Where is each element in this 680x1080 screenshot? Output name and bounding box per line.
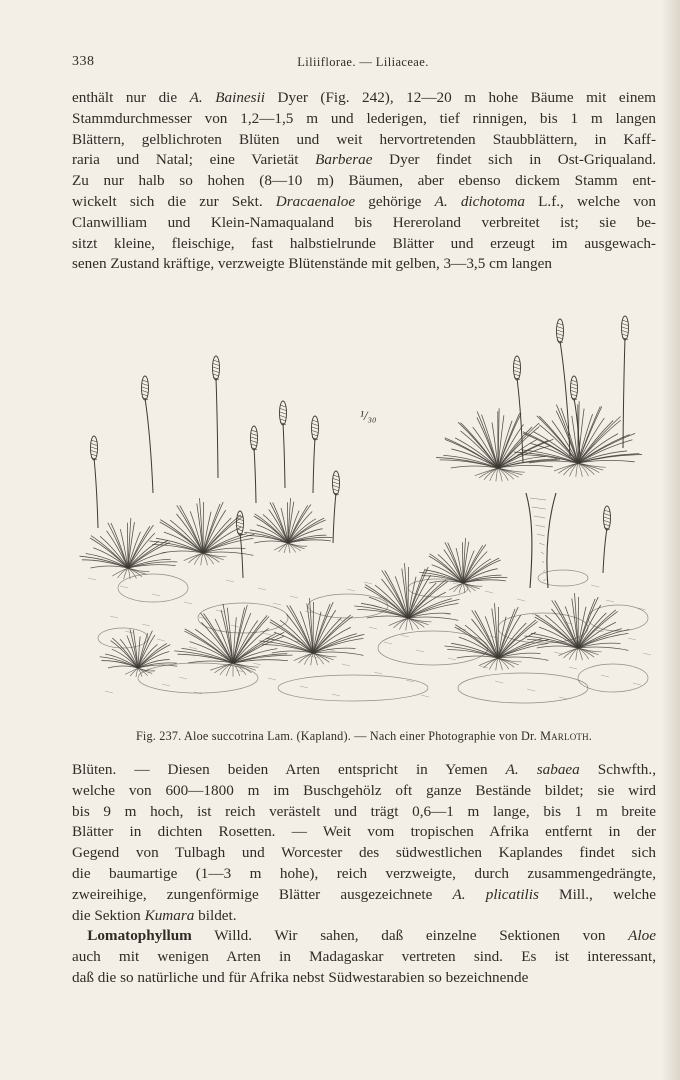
ground-hatch: [300, 686, 308, 688]
raceme-bud: [213, 364, 219, 366]
para-bottom-line: Lomatophyllum Willd. Wir sahen, daß einzelne Sektionen von Aloe: [87, 927, 656, 945]
page-header: [72, 54, 654, 74]
para-bottom-line: welche von 600—1800 m im Buschgehölz oft ganze Bestände bildet; sie wird: [72, 781, 656, 799]
aloe-leaf: [552, 421, 578, 463]
raceme-bud: [514, 364, 520, 366]
raceme-bud: [557, 334, 563, 336]
aloe-leaf: [270, 620, 313, 653]
flower-stalk: [603, 528, 607, 573]
para-bottom-line: die Sektion Kumara bildet.: [72, 906, 237, 924]
para-bottom-line: die baumartige (1—3 m hohe), reich verzweigte, durch zusammengedrängte,: [72, 864, 656, 882]
caption-author: Marloth.: [540, 729, 593, 743]
flower-stalk: [254, 448, 256, 503]
raceme-bud: [514, 374, 520, 376]
para-bottom-line: bis 9 m hoch, ist reich verästelt und trägt 0,6—1 m lange, bis 1 m breite: [72, 802, 656, 820]
raceme-bud: [280, 405, 286, 407]
aloe-leaf: [473, 427, 498, 468]
italic-taxon: Kumara: [144, 906, 195, 924]
ground-hatch: [401, 635, 409, 637]
ground-hatch: [263, 633, 271, 635]
caption-source: — Nach einer Photographie von Dr.: [350, 729, 541, 743]
raceme-bud: [312, 424, 318, 426]
italic-taxon: Dracaenaloe: [275, 192, 356, 210]
ground-hatch: [628, 638, 636, 640]
figure-caption: [72, 729, 656, 744]
rock-outline: [538, 570, 588, 586]
ground-hatch: [448, 658, 456, 660]
page-number: 338: [72, 54, 95, 69]
ground-hatch: [342, 664, 350, 666]
ground-hatch: [162, 684, 170, 686]
raceme-bud: [251, 437, 257, 439]
ground-hatch: [374, 672, 382, 674]
italic-taxon: Barberae: [315, 151, 373, 169]
ground-hatch: [105, 691, 113, 693]
raceme-bud: [333, 479, 339, 481]
rock-outline: [278, 675, 428, 701]
ground-hatch: [157, 639, 165, 641]
rock-outline: [458, 673, 588, 703]
trunk-hatch: [543, 579, 546, 581]
ground-hatch: [569, 667, 577, 669]
raceme-bud: [571, 384, 577, 386]
raceme-bud: [280, 416, 286, 418]
italic-taxon: A. sabaea: [505, 761, 580, 778]
para-top-line: sitzt kleine, fleischige, fast halbstielrunde Blätter und erzeugt im ausgewach-: [72, 234, 656, 252]
raceme-bud: [142, 391, 148, 393]
para-top-line: enthält nur die A. Bainesii Dyer (Fig. 242), 12—20 m hohe Bäume mit einem: [72, 89, 656, 106]
raceme-bud: [514, 371, 520, 373]
raceme-bud: [237, 522, 243, 524]
trunk-hatch: [541, 552, 544, 554]
raceme-bud: [91, 451, 97, 453]
aloe-leaf-lower: [559, 648, 578, 656]
ground-hatch: [253, 663, 261, 665]
para-top-line: raria und Natal; eine Varietät Barberae Dyer findet sich in Ost-Griqualand.: [72, 151, 657, 169]
flower-stalk: [333, 493, 336, 543]
ground-hatch: [559, 697, 567, 699]
aloe-leaf-lower: [184, 553, 203, 561]
ground-hatch: [152, 594, 160, 596]
ground-hatch: [384, 642, 392, 644]
raceme-bud: [604, 521, 610, 523]
raceme-bud: [251, 444, 257, 446]
ground-hatch: [216, 610, 224, 612]
raceme-bud: [604, 510, 610, 512]
ground-hatch: [120, 586, 128, 588]
ground-hatch: [290, 596, 298, 598]
flower-stalk: [283, 423, 285, 488]
ground-hatch: [110, 616, 118, 618]
raceme-bud: [312, 427, 318, 429]
raceme-bud: [312, 434, 318, 436]
figure-scale-mark: ¹/₃₀: [360, 408, 377, 423]
raceme-bud: [604, 514, 610, 516]
flower-stalk: [94, 458, 98, 528]
ground-hatch: [88, 578, 96, 580]
ground-hatch: [527, 689, 535, 691]
aloe-leaf: [481, 415, 498, 468]
para-top-line: Stammdurchmesser von 1,2—1,5 m und lederigen, tief rinnigen, bis 1 m langen: [72, 109, 656, 127]
flower-stalk: [623, 338, 625, 448]
trunk-hatch: [534, 516, 546, 518]
para-bottom-line: Gegend von Tulbagh und Worcester des südwestlichen Kaplandes findet sich: [72, 844, 656, 862]
ground-hatch: [591, 585, 599, 587]
raceme-bud: [557, 323, 563, 325]
para-top-line: senen Zustand kräftige, verzweigte Blütenstände mit gelben, 3—3,5 cm langen: [72, 255, 552, 273]
aloe-leaf: [138, 635, 155, 668]
ground-hatch: [601, 675, 609, 677]
raceme-bud: [280, 409, 286, 411]
raceme-bud: [571, 387, 577, 389]
ground-hatch: [369, 627, 377, 629]
raceme-bud: [91, 440, 97, 442]
raceme-bud: [333, 489, 339, 491]
ground-hatch: [332, 694, 340, 696]
italic-taxon: A. Bainesii: [189, 89, 266, 106]
raceme-bud: [312, 431, 318, 433]
ground-hatch: [495, 681, 503, 683]
raceme-bud: [622, 334, 628, 336]
para-bottom-line: daß die so natürliche und für Afrika nebst Südwestarabien so bezeichnende: [72, 968, 529, 986]
page-edge-shadow: [662, 0, 680, 1080]
aloe-leaf: [365, 585, 408, 618]
tree-aloe-trunk: [526, 493, 556, 588]
raceme-bud: [622, 327, 628, 329]
italic-taxon: A. dichotoma: [434, 192, 525, 210]
bold-genus: Lomatophyllum: [87, 927, 192, 945]
ground-hatch: [517, 599, 525, 601]
raceme-bud: [213, 371, 219, 373]
flower-stalk: [313, 438, 315, 493]
aloe-leaf-lower: [294, 653, 313, 661]
raceme-bud: [213, 374, 219, 376]
rock-outline: [578, 664, 648, 692]
ground-hatch: [226, 580, 234, 582]
raceme-bud: [312, 420, 318, 422]
ground-hatch: [347, 589, 355, 591]
ground-hatch: [258, 588, 266, 590]
raceme-bud: [91, 454, 97, 456]
ground-hatch: [416, 650, 424, 652]
trunk-hatch: [532, 507, 546, 509]
flower-stalk: [145, 398, 153, 493]
ground-hatch: [633, 683, 641, 685]
ground-hatch: [268, 678, 276, 680]
aloe-leaf-lower: [125, 668, 138, 674]
trunk-hatch: [530, 498, 546, 500]
ground-hatch: [485, 591, 493, 593]
raceme-bud: [622, 324, 628, 326]
flower-stalk: [240, 533, 243, 578]
trunk-hatch: [543, 561, 544, 563]
aloe-leaf: [270, 502, 288, 543]
aloe-leaf: [108, 523, 128, 568]
raceme-bud: [280, 412, 286, 414]
aloe-leaf-lower: [279, 543, 288, 552]
raceme-bud: [604, 524, 610, 526]
para-bottom-line: zweireihige, zungenförmige Blätter ausgezeichnete A. plicatilis Mill., welche: [72, 885, 656, 903]
ground-hatch: [554, 652, 562, 654]
trunk-hatch: [535, 525, 545, 527]
ground-hatch: [142, 624, 150, 626]
ground-hatch: [273, 603, 281, 605]
ground-hatch: [364, 582, 372, 584]
ground-hatch: [606, 600, 614, 602]
raceme-bud: [237, 526, 243, 528]
rock-outline: [98, 628, 148, 648]
para-top-line: Zu nur halb so hohen (8—10 m) Bäumen, aber ebenso dickem Stamm ent-: [72, 172, 656, 190]
ground-hatch: [189, 647, 197, 649]
raceme-bud: [557, 330, 563, 332]
figure-aloe-illustration: [78, 288, 656, 724]
raceme-bud: [333, 482, 339, 484]
raceme-bud: [237, 529, 243, 531]
ground-hatch: [421, 695, 429, 697]
raceme-bud: [280, 419, 286, 421]
raceme-bud: [251, 441, 257, 443]
raceme-bud: [604, 517, 610, 519]
ground-hatch: [125, 631, 133, 633]
paragraph-bottom: [72, 760, 656, 989]
raceme-bud: [622, 320, 628, 322]
running-head: Liliiflorae. — Liliaceae.: [297, 55, 429, 69]
aloe-leaf: [455, 625, 498, 658]
raceme-bud: [557, 327, 563, 329]
caption-figure-number: Fig. 237.: [135, 729, 182, 743]
raceme-bud: [91, 444, 97, 446]
raceme-bud: [622, 331, 628, 333]
para-top-line: wickelt sich die zur Sekt. Dracaenaloe gehörige A. dichotoma L.f., welche von: [72, 192, 656, 210]
flower-stalk: [216, 378, 218, 478]
para-bottom-line: auch mit wenigen Arten in Madagaskar vertreten sind. Es ist interessant,: [72, 948, 656, 966]
ground-hatch: [179, 677, 187, 679]
trunk-hatch: [544, 570, 545, 572]
aloe-leaf: [445, 542, 463, 583]
para-bottom-line: Blätter in dichten Rosetten. — Weit vom tropischen Afrika entfernt in der: [72, 823, 656, 841]
paragraph-top: [72, 88, 656, 275]
ground-hatch: [231, 625, 239, 627]
para-bottom-line: Blüten. — Diesen beiden Arten entspricht in Yemen A. sabaea Schwfth.,: [72, 761, 656, 778]
italic-taxon: A. plicatilis: [452, 885, 539, 903]
raceme-bud: [514, 360, 520, 362]
raceme-bud: [557, 337, 563, 339]
ground-hatch: [643, 653, 651, 655]
italic-taxon: Aloe: [628, 927, 656, 945]
raceme-bud: [213, 360, 219, 362]
raceme-bud: [142, 380, 148, 382]
raceme-bud: [142, 387, 148, 389]
para-top-line: Clanwilliam und Klein-Namaqualand bis Hereroland verbreitet ist; sie be-: [72, 213, 656, 231]
rock-outline: [118, 574, 188, 602]
raceme-bud: [91, 447, 97, 449]
aloe-leaf: [160, 520, 203, 553]
aloe-leaf: [127, 523, 128, 568]
trunk-hatch: [539, 543, 545, 545]
ground-hatch: [184, 602, 192, 604]
raceme-bud: [333, 475, 339, 477]
raceme-bud: [333, 486, 339, 488]
raceme-bud: [571, 394, 577, 396]
para-top-line: Blättern, gelblichroten Blüten und weit hervortretenden Staubblättern, in Kaff-: [72, 130, 656, 148]
raceme-bud: [571, 391, 577, 393]
raceme-bud: [213, 367, 219, 369]
raceme-bud: [251, 430, 257, 432]
aloe-leaf-lower: [389, 618, 408, 626]
aloe-leaf-lower: [479, 658, 498, 666]
trunk-hatch: [537, 534, 545, 536]
raceme-bud: [251, 434, 257, 436]
raceme-bud: [514, 367, 520, 369]
caption-species: Aloe succotrina Lam. (Kapland).: [184, 729, 351, 743]
aloe-leaf-lower: [118, 568, 128, 578]
raceme-bud: [142, 384, 148, 386]
raceme-bud: [142, 394, 148, 396]
ground-hatch: [310, 656, 318, 658]
raceme-bud: [571, 380, 577, 382]
aloe-drawing: [78, 288, 656, 724]
